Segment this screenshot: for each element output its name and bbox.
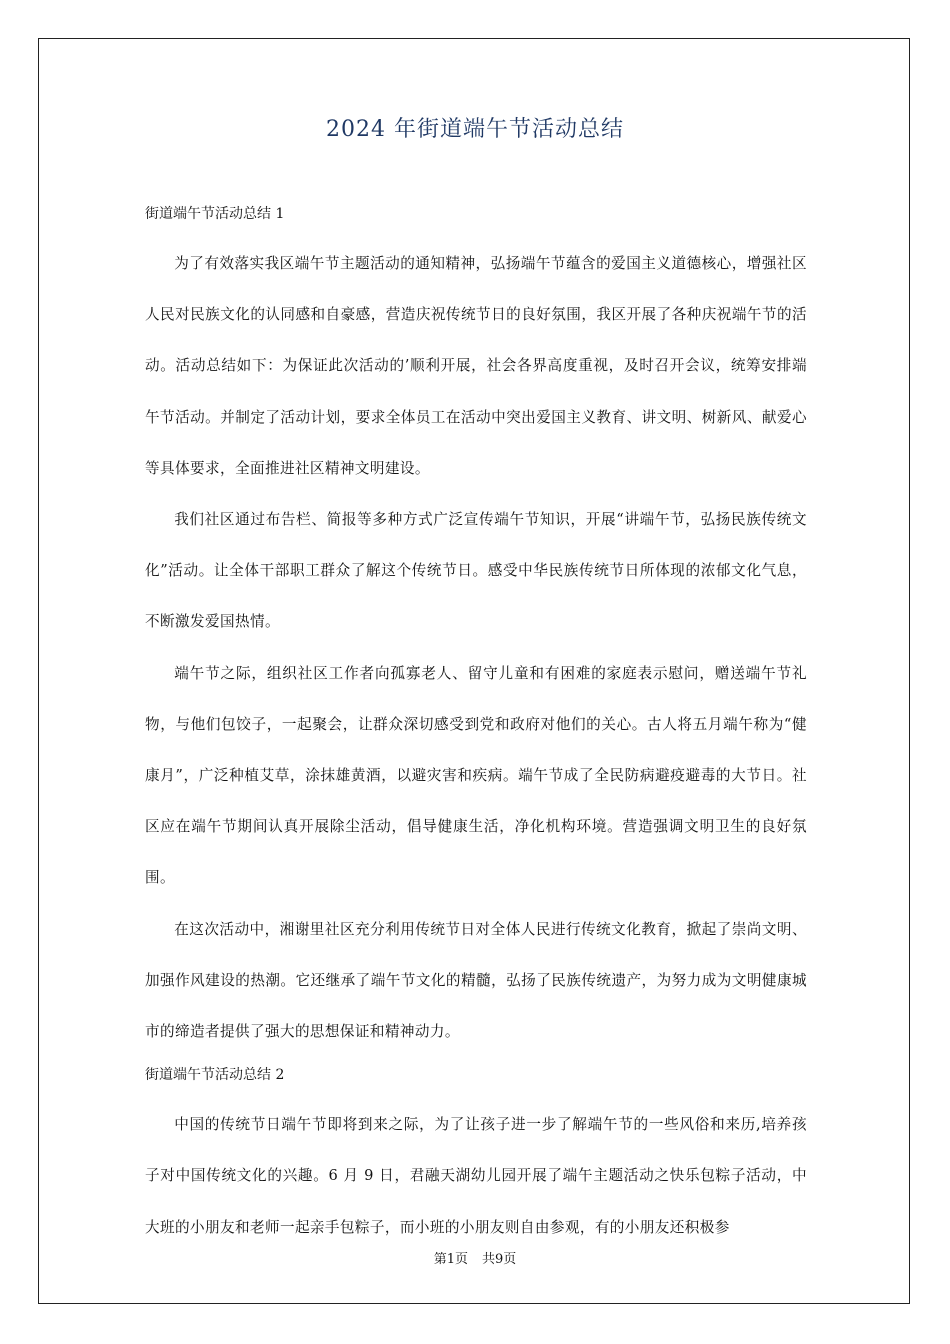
paragraph: 为了有效落实我区端午节主题活动的通知精神，弘扬端午节蕴含的爱国主义道德核心，增强社区人民对民族文化的认同感和自豪感，营造庆祝传统节日的良好氛围，我区开展了各种庆祝端午节的活动。活动总结如下：为保证此次活动的’顺利开展，社会各界高度重视，及时召开会议，统筹安排端午节活动。并制定了活动计划，要求全体员工在活动中突出爱国主义教育、讲文明、树新风、献爱心等具体要求，全面推进社区精神文明建设。 [145,255,807,477]
document-body [145,196,807,1253]
page-footer [0,1248,950,1267]
document-title: 2024 年街道端午节活动总结 [326,117,624,142]
paragraph: 在这次活动中，湘谢里社区充分利用传统节日对全体人民进行传统文化教育，掀起了崇尚文明、加强作风建设的热潮。它还继承了端午节文化的精髓，弘扬了民族传统遗产，为努力成为文明健康城市的缔造者提供了强大的思想保证和精神动力。 [145,920,807,1041]
section-heading: 街道端午节活动总结 2 [145,1067,285,1084]
paragraph: 端午节之际，组织社区工作者向孤寡老人、留守儿童和有困难的家庭表示慰问，赠送端午节礼物，与他们包饺子，一起聚会，让群众深切感受到党和政府对他们的关心。古人将五月端午称为“健康月”，广泛种植艾草，涂抹雄黄酒，以避灾害和疾病。端午节成了全民防病避疫避毒的大节日。社区应在端午节期间认真开展除尘活动，倡导健康生活，净化机构环境。营造强调文明卫生的良好氛围。 [145,664,807,887]
section-heading: 街道端午节活动总结 1 [145,206,285,222]
section-2 [145,1057,807,1253]
paragraph: 我们社区通过布告栏、简报等多种方式广泛宣传端午节知识，开展“讲端午节，弘扬民族传统文化”活动。让全体干部职工群众了解这个传统节日。感受中华民族传统节日所体现的浓郁文化气息，不断激发爱国热情。 [145,511,807,631]
page-number: 第1页 [433,1252,468,1267]
paragraph: 中国的传统节日端午节即将到来之际，为了让孩子进一步了解端午节的一些风俗和来历,培养孩子对中国传统文化的兴趣。6 月 9 日，君融天湖幼儿园开展了端午主题活动之快乐包粽子活动，中大班的小朋友和老师一起亲手包粽子，而小班的小朋友则自由参观，有的小朋友还积极参 [145,1116,807,1236]
page-total: 共9页 [482,1252,517,1267]
section-1 [145,196,807,1057]
